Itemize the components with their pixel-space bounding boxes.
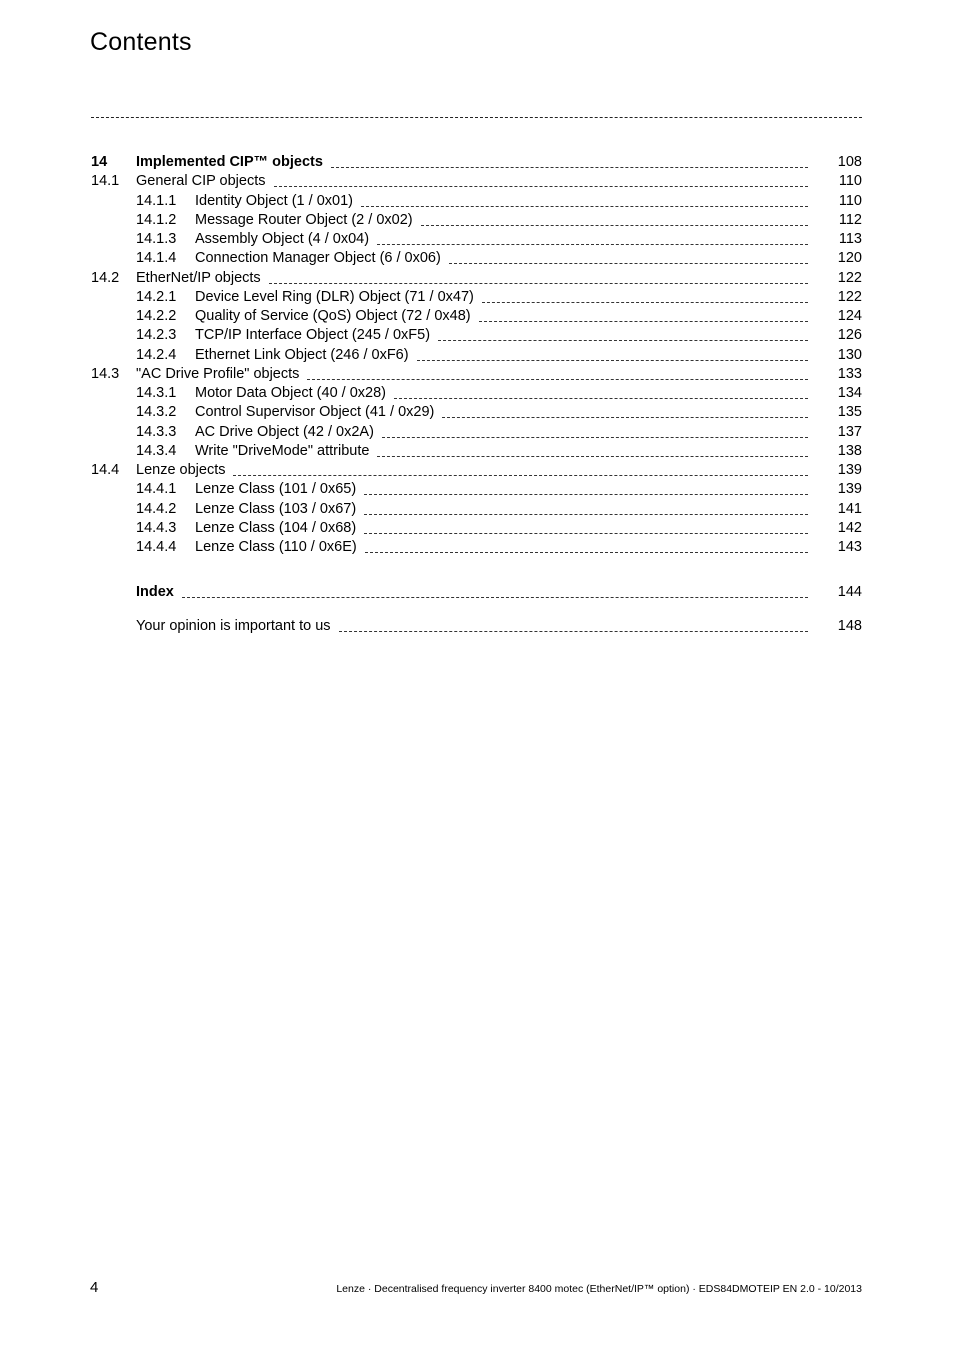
toc-entry[interactable] <box>91 538 862 557</box>
page-number: 4 <box>90 1279 99 1296</box>
toc-entry[interactable] <box>91 346 862 365</box>
toc-leader <box>438 340 808 341</box>
toc-entry-number: 14.2.1 <box>136 288 177 305</box>
toc-entry-page: 142 <box>837 519 862 536</box>
toc-entry-page: 110 <box>838 192 862 209</box>
toc-entry-number: 14.4.2 <box>136 500 177 517</box>
toc-entry[interactable] <box>91 249 862 268</box>
toc-entry-page: 130 <box>837 346 862 363</box>
toc-leader <box>377 244 808 245</box>
toc-entry-number: 14.4.1 <box>136 481 177 498</box>
toc-entry-number: 14.3.3 <box>136 423 177 440</box>
toc-entry-page: 112 <box>838 211 862 228</box>
toc-leader <box>364 514 808 515</box>
toc-entry[interactable] <box>91 230 862 249</box>
toc-entry-page: 139 <box>837 462 862 478</box>
toc-entry-number: 14.1.3 <box>136 231 177 247</box>
toc-leader <box>417 360 808 361</box>
toc-entry[interactable] <box>91 326 862 345</box>
toc-entry[interactable] <box>91 384 862 403</box>
toc-entry-number: 14.2.2 <box>136 308 177 324</box>
toc-leader <box>364 533 808 534</box>
toc-entry-title: Lenze Class (110 / 0x6E) <box>195 539 357 555</box>
toc-entry[interactable] <box>91 269 862 288</box>
toc-leader <box>421 225 808 226</box>
toc-leader <box>442 417 808 418</box>
toc-leader <box>364 494 808 495</box>
toc-entry[interactable] <box>91 288 862 307</box>
toc-entry[interactable] <box>91 211 862 230</box>
toc-entry[interactable] <box>91 153 862 172</box>
toc-entry-number: 14.1.1 <box>136 192 177 209</box>
table-of-contents <box>91 153 862 636</box>
footer-text: Lenze · Decentralised frequency inverter 8400 motec (EtherNet/IP™ option) · EDS84DMOTEIP EN 2.0 - 10/2013 <box>336 1283 862 1295</box>
toc-leader <box>182 597 808 598</box>
toc-entry-page: 138 <box>837 442 862 459</box>
toc-entry-number: 14.3.2 <box>136 404 177 421</box>
toc-leader <box>361 206 808 207</box>
toc-entry-number: 14.1.4 <box>136 250 177 267</box>
header-rule <box>91 117 862 118</box>
toc-entry[interactable] <box>91 480 862 499</box>
toc-entry-page: 135 <box>837 404 862 421</box>
toc-leader <box>307 379 808 380</box>
toc-entry-page: 122 <box>837 288 862 305</box>
toc-entry-title: Lenze Class (103 / 0x67) <box>195 500 357 517</box>
toc-entry-number: 14.4.4 <box>136 539 177 555</box>
toc-entry-page: 139 <box>837 481 862 498</box>
toc-entry-title: Motor Data Object (40 / 0x28) <box>195 385 386 401</box>
toc-entry-title: EtherNet/IP objects <box>136 269 261 286</box>
toc-entry-page: 137 <box>837 423 862 440</box>
toc-entry[interactable] <box>91 519 862 538</box>
toc-entry[interactable] <box>91 461 862 480</box>
toc-entry[interactable] <box>91 172 862 191</box>
toc-entry-title: Quality of Service (QoS) Object (72 / 0x48) <box>195 308 471 324</box>
toc-entry-title: Connection Manager Object (6 / 0x06) <box>195 250 441 267</box>
toc-entry-page: 144 <box>837 584 862 601</box>
toc-entry-page: 122 <box>837 269 862 286</box>
toc-entry-title: Assembly Object (4 / 0x04) <box>195 231 370 247</box>
toc-entry-number: 14.3.4 <box>136 442 177 459</box>
toc-leader <box>339 631 808 632</box>
toc-entry-page: 108 <box>837 154 862 170</box>
toc-entry-title: Lenze Class (101 / 0x65) <box>195 481 357 498</box>
toc-leader <box>377 456 808 457</box>
toc-entry-title: Message Router Object (2 / 0x02) <box>195 211 413 228</box>
toc-leader <box>233 475 808 476</box>
toc-entry-number: 14.2 <box>91 269 120 286</box>
toc-entry-page: 148 <box>837 617 862 634</box>
toc-entry[interactable] <box>91 403 862 422</box>
toc-leader <box>269 283 808 284</box>
toc-entry-page: 113 <box>838 231 862 247</box>
toc-entry-title: AC Drive Object (42 / 0x2A) <box>195 423 374 440</box>
toc-entry-title: Write "DriveMode" attribute <box>195 442 370 459</box>
toc-entry-number: 14.2.4 <box>136 346 177 363</box>
toc-entry-number: 14.2.3 <box>136 327 177 344</box>
toc-entry[interactable] <box>91 617 862 636</box>
toc-entry-title: "AC Drive Profile" objects <box>136 365 300 382</box>
toc-entry-title: Identity Object (1 / 0x01) <box>195 192 353 209</box>
toc-entry-number: 14.1 <box>91 173 120 190</box>
toc-entry-number: 14.3.1 <box>136 385 177 401</box>
toc-entry-title: Control Supervisor Object (41 / 0x29) <box>195 404 435 421</box>
toc-entry-number: 14.3 <box>91 365 120 382</box>
toc-entry-title: TCP/IP Interface Object (245 / 0xF5) <box>195 327 431 344</box>
toc-entry-page: 141 <box>837 500 862 517</box>
toc-entry[interactable] <box>91 192 862 211</box>
toc-entry-page: 143 <box>837 539 862 555</box>
toc-entry-title: Index <box>136 584 174 601</box>
toc-leader <box>382 437 808 438</box>
toc-entry-number: 14.4.3 <box>136 519 177 536</box>
toc-entry-page: 124 <box>837 308 862 324</box>
toc-entry-title: Lenze Class (104 / 0x68) <box>195 519 357 536</box>
toc-leader <box>449 263 808 264</box>
toc-entry-number: 14.4 <box>91 462 120 478</box>
toc-leader <box>394 398 808 399</box>
page-title: Contents <box>90 28 192 56</box>
toc-entry[interactable] <box>91 583 862 602</box>
toc-entry-number: 14.1.2 <box>136 211 177 228</box>
toc-entry-title: Device Level Ring (DLR) Object (71 / 0x47) <box>195 288 474 305</box>
toc-entry[interactable] <box>91 307 862 326</box>
toc-leader <box>365 552 808 553</box>
toc-entry-title: Ethernet Link Object (246 / 0xF6) <box>195 346 409 363</box>
toc-entry-page: 120 <box>837 250 862 267</box>
toc-entry-page: 126 <box>837 327 862 344</box>
toc-entry-title: General CIP objects <box>136 173 266 190</box>
toc-entry-page: 110 <box>838 173 862 190</box>
toc-leader <box>482 302 808 303</box>
toc-entry-title: Lenze objects <box>136 462 226 478</box>
toc-entry[interactable] <box>91 423 862 442</box>
toc-leader <box>479 321 808 322</box>
toc-entry-title: Your opinion is important to us <box>136 617 331 634</box>
toc-entry-title: Implemented CIP™ objects <box>136 154 323 170</box>
toc-entry[interactable] <box>91 365 862 384</box>
toc-leader <box>274 186 808 187</box>
toc-entry[interactable] <box>91 442 862 461</box>
toc-entry-page: 133 <box>837 365 862 382</box>
toc-leader <box>331 167 808 168</box>
toc-entry-page: 134 <box>837 385 862 401</box>
toc-entry[interactable] <box>91 500 862 519</box>
toc-entry-number: 14 <box>91 154 108 170</box>
